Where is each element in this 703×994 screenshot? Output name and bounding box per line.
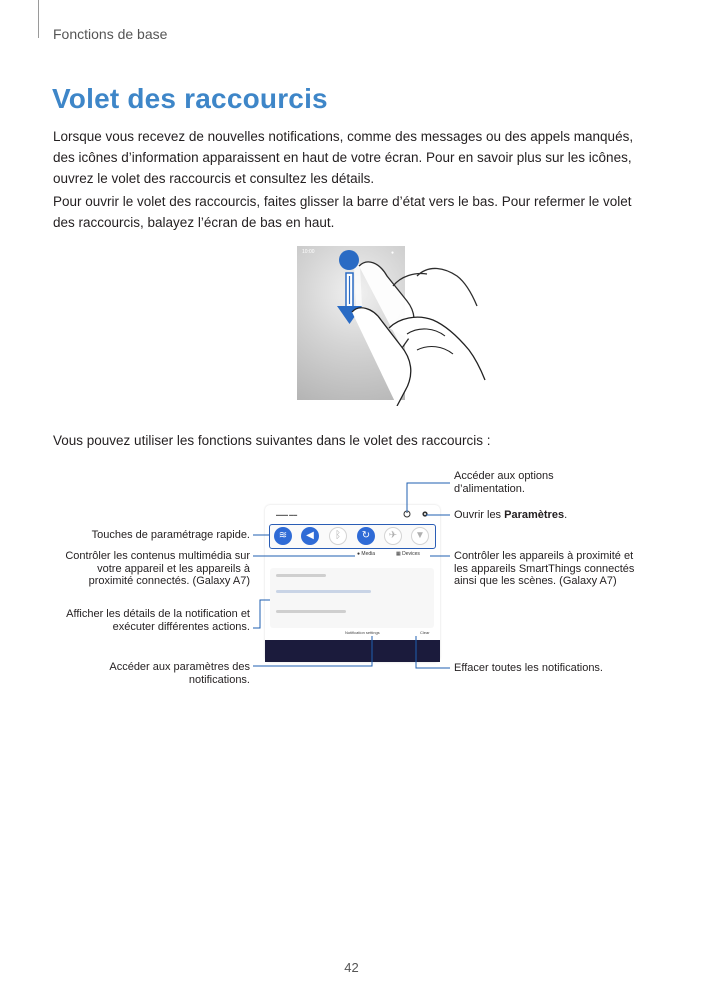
page-title: Volet des raccourcis [52, 83, 328, 114]
functions-intro-paragraph: Vous pouvez utiliser les fonctions suivantes dans le volet des raccourcis : [53, 433, 491, 448]
callout-clear-all: Effacer toutes les notifications. [454, 662, 603, 674]
callout-open-settings [454, 509, 654, 522]
callout-quick-settings: Touches de paramétrage rapide. [91, 529, 250, 541]
phone-status-icon: ● [391, 250, 395, 256]
page-number: 42 [344, 960, 359, 975]
clear-button[interactable]: Clear [420, 630, 430, 635]
bluetooth-icon: ᛒ [335, 530, 341, 541]
media-button[interactable]: ● Media [357, 551, 376, 557]
callout-open-settings-bold: Paramètres [504, 509, 565, 521]
notification-settings-button[interactable]: Notification settings [345, 630, 380, 635]
phone-status-time: 10:00 [302, 249, 315, 255]
callout-media-control: Contrôler les contenus multimédia sur votre appareil et les appareils à proximité connectés. (Galaxy A7) [65, 550, 250, 587]
open-panel-paragraph: Pour ouvrir le volet des raccourcis, faites glisser la barre d’état vers le bas. Pour refermer le volet des raccourcis, balayez l’écran de bas en haut. [53, 194, 632, 230]
media-label: Media [361, 551, 376, 557]
panel-date-text: ▬▬▬ ▬▬ [276, 512, 298, 517]
section-header: Fonctions de base [53, 26, 168, 42]
devices-label: Devices [402, 551, 420, 557]
intro-paragraph: Lorsque vous recevez de nouvelles notifications, comme des messages ou des appels manqués, des icônes d’information apparaissent en haut de votre écran. Pour en savoir plus sur les icônes, ouvrez le volet des raccourcis et consultez les détails. [53, 129, 634, 186]
callout-open-settings-suffix: . [564, 509, 568, 521]
callout-notification-settings: Accéder aux paramètres des notifications. [109, 661, 250, 686]
flashlight-icon: ▼ [415, 530, 425, 541]
auto-rotate-icon: ↻ [361, 530, 371, 541]
devices-button[interactable]: ▦ Devices [396, 551, 420, 557]
callout-notification-details: Afficher les détails de la notification et exécuter différentes actions. [66, 608, 250, 633]
sound-icon: ◀ [306, 530, 314, 541]
callout-power-options: Accéder aux options d’alimentation. [454, 470, 554, 495]
callout-open-settings-prefix: Ouvrir les [454, 509, 505, 521]
airplane-mode-icon: ✈ [388, 530, 398, 541]
callout-device-control: Contrôler les appareils à proximité et les appareils SmartThings connectés ainsi que les scènes. (Galaxy A7) [454, 550, 635, 587]
wifi-icon: ≋ [278, 530, 288, 541]
